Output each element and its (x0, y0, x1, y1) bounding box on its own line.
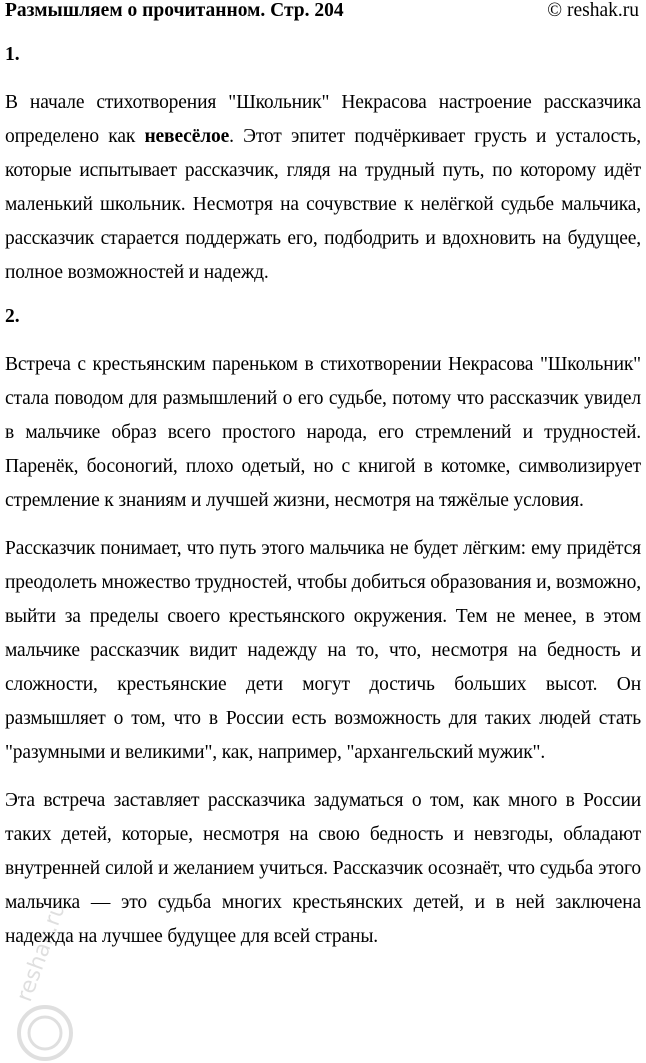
svg-text:reshak.ru: reshak.ru (12, 899, 72, 1006)
section-number-2: 2. (5, 306, 20, 327)
copyright-notice: © reshak.ru (547, 0, 639, 21)
section-number-1: 1. (5, 44, 20, 65)
paragraph-2-1: Встреча с крестьянским пареньком в стихотворении Некрасова "Школьник" стала поводом для размышлений о его судьбе, потому что рассказчик увидел в мальчике образ всего простого народа, его стремлений и трудностей. Паренёк, босоногий, плохо одетый, но с книгой в котомке, символизирует стремление к знаниям и лучшей жизни, несмотря на тяжёлые условия. (5, 354, 641, 511)
page-title: Размышляем о прочитанном. Стр. 204 (5, 0, 344, 21)
emphasized-word: невесёлое (144, 126, 230, 147)
page-header (5, 0, 641, 30)
paragraph-1-1 (5, 86, 641, 290)
paragraph-2-2: Рассказчик понимает, что путь этого мальчика не будет лёгким: ему придётся преодолеть множество трудностей, чтобы добиться образования и, возможно, выйти за пределы своего крестьянского окружения. Тем не менее, в этом мальчике рассказчик видит надежду на то, что, несмотря на бедность и сложности, крестьянские дети могут достичь больших высот. Он размышляет о том, что в России есть возможность для таких людей стать "разумными и великими", как, например, "архангельский мужик". (5, 538, 641, 763)
paragraph-text: В начале стихотворения "Школьник" Некрасова настроение рассказчика определено как (5, 92, 641, 147)
paragraph-2-3: Эта встреча заставляет рассказчика задуматься о том, как много в России таких детей, которые, несмотря на свою бедность и невзгоды, обладают внутренней силой и желанием учиться. Рассказчик осознаёт, что судьба этого мальчика — это судьба многих крестьянских детей, и в ней заключена надежда на лучшее будущее для всей страны. (5, 790, 641, 947)
paragraph-text: . Этот эпитет подчёркивает грусть и усталость, которые испытывает рассказчик, глядя на трудный путь, по которому идёт маленький школьник. Несмотря на сочувствие к нелёгкой судьбе мальчика, рассказчик старается поддержать его, подбодрить и вдохновить на будущее, полное возможностей и надежд. (5, 126, 642, 283)
